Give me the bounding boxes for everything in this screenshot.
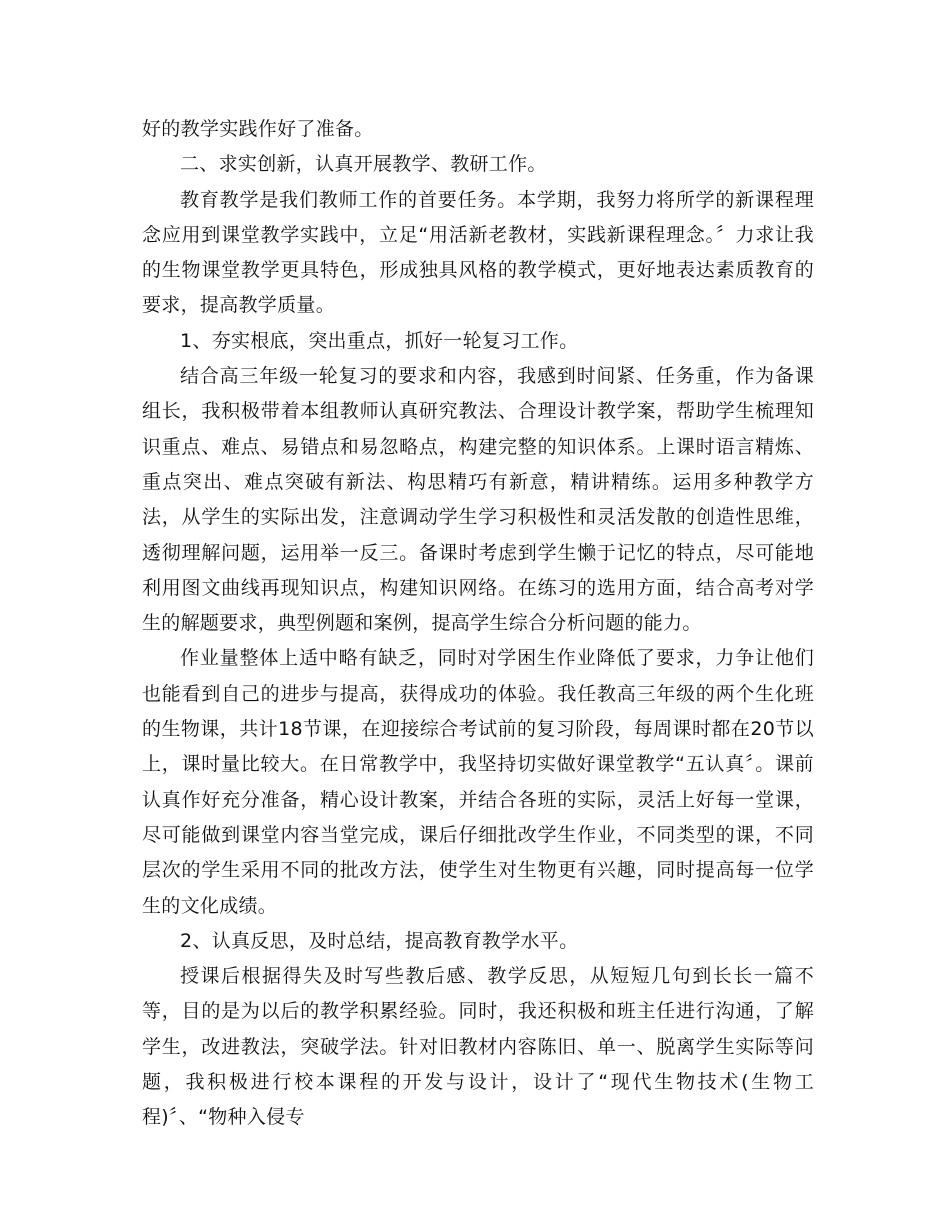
paragraph-continuation: 好的教学实践作好了准备。 [142,118,374,140]
paragraph-homework: 作业量整体上适中略有缺乏，同时对学困生作业降低了要求，力争让他们也能看到自己的进步与提高，获得成功的体验。我任教高三年级的两个生化班的生物课，共计18节课，在迎接综合考试前的复习阶段，每周课时都在20节以上，课时量比较大。在日常教学中，我坚持切实做好课堂教学“五认真〞。课前认真作好充分准备，精心设计教案，并结合各班的实际，灵活上好每一堂课，尽可能做到课堂内容当堂完成，课后仔细批改学生作业，不同类型的课，不同层次的学生采用不同的批改方法，使学生对生物更有兴趣，同时提高每一位学生的文化成绩。 [142,647,814,917]
paragraph-review-details: 结合高三年级一轮复习的要求和内容，我感到时间紧、任务重，作为备课组长，我积极带着本组教师认真研究教法、合理设计教学案，帮助学生梳理知识重点、难点、易错点和易忽略点，构建完整的知识体系。上课时语言精炼、重点突出、难点突破有新法、构思精巧有新意，精讲精练。运用多种教学方法，从学生的实际出发，注意调动学生学习积极性和灵活发散的创造性思维，透彻理解问题，运用举一反三。备课时考虑到学生懒于记忆的特点，尽可能地利用图文曲线再现知识点，构建知识网络。在练习的选用方面，结合高考对学生的解题要求，典型例题和案例，提高学生综合分析问题的能力。 [142,365,814,635]
section-heading-two: 二、求实创新，认真开展教学、教研工作。 [180,153,547,176]
paragraph-reflection-details: 授课后根据得失及时写些教后感、教学反思，从短短几句到长长一篇不等，目的是为以后的教学积累经验。同时，我还积极和班主任进行沟通，了解学生，改进教法，突破学法。针对旧教材内容陈旧、单一、脱离学生实际等问题，我积极进行校本课程的开发与设计，设计了“现代生物技术(生物工程)〞、“物种入侵专 [142,965,814,1129]
paragraph-teaching-task: 教育教学是我们教师工作的首要任务。本学期，我努力将所学的新课程理念应用到课堂教学实践中，立足“用活新老教材，实践新课程理念。〞力求让我的生物课堂教学更具特色，形成独具风格的教学模式，更好地表达素质教育的要求，提高教学质量。 [142,188,814,317]
subheading-reflection: 2、认真反思，及时总结，提高教育教学水平。 [180,929,579,952]
subheading-review-work: 1、夯实根底，突出重点，抓好一轮复习工作。 [180,329,579,352]
document-body [142,112,814,1136]
